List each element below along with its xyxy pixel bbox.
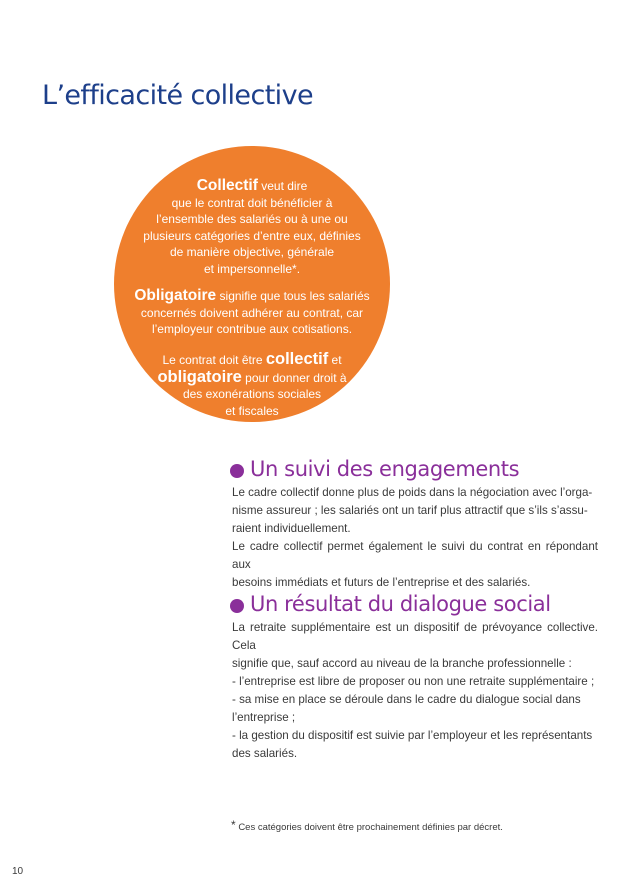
conclusion-first-line	[114, 351, 390, 369]
collectif-definition	[114, 178, 390, 277]
circle-text-line: concernés doivent adhérer au contrat, car	[140, 305, 364, 320]
section-heading	[230, 589, 598, 619]
section-body	[230, 484, 598, 592]
conclusion-second-line	[114, 369, 390, 387]
section-heading	[230, 454, 598, 484]
collectif-first-line	[114, 178, 390, 195]
purple-bullet-icon	[230, 464, 244, 478]
body-line: - l’entreprise est libre de proposer ou non une retraite supplémentaire ;	[232, 675, 595, 688]
circle-text-line: et impersonnelle*.	[203, 261, 301, 276]
collectif-word: Collectif	[196, 177, 258, 194]
footnote	[231, 818, 503, 833]
body-line: Le cadre collectif permet également le suivi du contrat en répondant aux	[232, 540, 598, 571]
body-line: signifie que, sauf accord au niveau de la branche professionnelle :	[232, 657, 572, 670]
circle-text-line: plusieurs catégories d’entre eux, définies	[143, 228, 361, 243]
circle-text-line: de manière objective, générale	[169, 245, 335, 259]
purple-bullet-icon	[230, 599, 244, 613]
body-line: nisme assureur ; les salariés ont un tarif plus attractif que s’ils s’assu-	[232, 504, 588, 517]
body-line: Le cadre collectif donne plus de poids dans la négociation avec l’orga-	[232, 486, 593, 499]
body-line: des salariés.	[232, 747, 298, 760]
orange-definition-circle	[114, 146, 390, 422]
page-number: 10	[12, 866, 24, 877]
collectif-rest: veut dire	[261, 179, 308, 193]
circle-text-line: l’ensemble des salariés ou à une ou	[156, 212, 348, 226]
body-line: raient individuellement.	[232, 522, 351, 535]
section-body	[230, 619, 598, 763]
obligatoire-rest: signifie que tous les salariés	[219, 289, 370, 303]
circle-text-line: que le contrat doit bénéficier à	[171, 195, 333, 210]
footnote-asterisk: *	[231, 818, 236, 832]
footnote-text: Ces catégories doivent être prochainement définies par décret.	[238, 822, 503, 833]
conclusion-rest: pour donner droit à	[245, 370, 347, 385]
obligatoire-word: Obligatoire	[134, 287, 217, 304]
circle-text-line: et fiscales	[225, 403, 279, 418]
circle-text-line: des exonérations sociales	[182, 387, 322, 401]
conclusion-intro: Le contrat doit être	[162, 353, 263, 367]
body-line: - sa mise en place se déroule dans le cadre du dialogue social dans	[232, 693, 581, 706]
conclusion-et: et	[331, 353, 342, 367]
section-title: Un résultat du dialogue social	[250, 592, 551, 616]
section-title: Un suivi des engagements	[250, 457, 520, 481]
body-line: l’entreprise ;	[232, 711, 296, 724]
conclusion-collectif-word: collectif	[265, 350, 329, 368]
body-line: besoins immédiats et futurs de l’entreprise et des salariés.	[232, 576, 531, 589]
obligatoire-definition	[114, 288, 390, 338]
conclusion-obligatoire-word: obligatoire	[157, 367, 242, 386]
body-line: La retraite supplémentaire est un dispositif de prévoyance collective. Cela	[232, 621, 598, 652]
contrat-conclusion	[114, 351, 390, 419]
obligatoire-first-line	[114, 288, 390, 305]
circle-text-line: l’employeur contribue aux cotisations.	[151, 322, 353, 336]
page-title: L’efficacité collective	[42, 80, 313, 111]
section-dialogue-social	[230, 589, 598, 763]
section-suivi-engagements	[230, 454, 598, 592]
body-line: - la gestion du dispositif est suivie par l’employeur et les représentants	[232, 729, 593, 742]
